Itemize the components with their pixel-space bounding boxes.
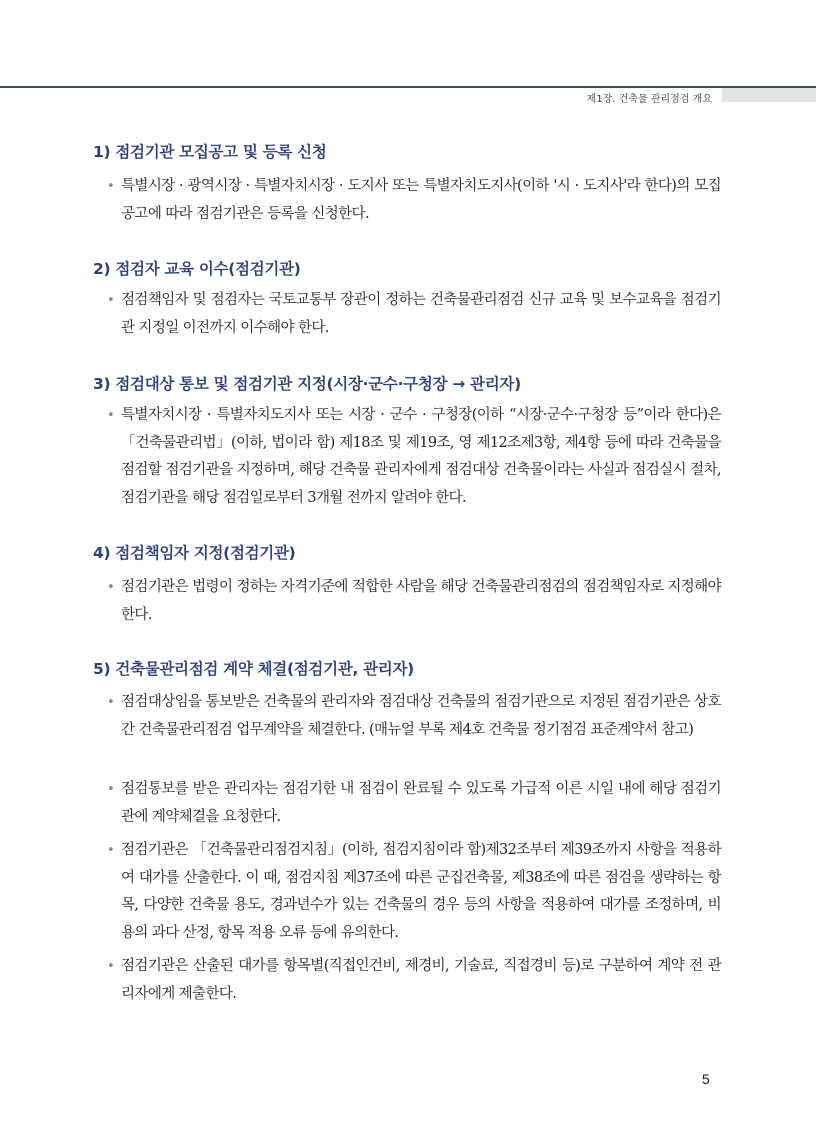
bullet-icon: • (107, 408, 115, 423)
section-5-bullet-2 (107, 776, 721, 831)
header-tab-decoration (722, 88, 816, 102)
bullet-text: 점검기관은 산출된 대가를 항목별(직접인건비, 제경비, 기술료, 직접경비 등)로 구분하여 계약 전 관리자에게 제출한다. (121, 958, 721, 1002)
running-header: 제1장. 건축물 관리점검 개요 (586, 94, 712, 105)
section-heading-1: 1) 점검기관 모집공고 및 등록 신청 (93, 143, 327, 161)
bullet-icon: • (107, 782, 115, 797)
section-heading-4: 4) 점검책임자 지정(점검기관) (93, 544, 296, 562)
section-5-bullet-4 (107, 953, 721, 1008)
bullet-text: 특별시장 · 광역시장 · 특별자치시장 · 도지사 또는 특별자치도지사(이하 '시 · 도지사'라 한다)의 모집공고에 따라 점검기관은 등록을 신청한다. (121, 178, 721, 222)
section-2-bullet-1 (107, 287, 721, 342)
bullet-text: 점검대상임을 통보받은 건축물의 관리자와 점검대상 건축물의 점검기관으로 지정된 점검기관은 상호 간 건축물관리점검 업무계약을 체결한다. (매뉴얼 부록 제4호 건축물 정기점검 표준계약서 참고) (121, 694, 721, 738)
section-heading-5: 5) 건축물관리점검 계약 체결(점검기관, 관리자) (93, 660, 414, 678)
bullet-icon: • (107, 293, 115, 308)
bullet-text: 점검책임자 및 점검자는 국토교통부 장관이 정하는 건축물관리점검 신규 교육 및 보수교육을 점검기관 지정일 이전까지 이수해야 한다. (121, 292, 721, 336)
bullet-text: 점검기관은 「건축물관리점검지침」(이하, 점검지침이라 함)제32조부터 제39조까지 사항을 적용하여 대가를 산출한다. 이 때, 점검지침 제37조에 따른 군집건축물, 제38조에 따른 점검을 생략하는 항목, 다양한 건축물 용도, 경과년수가 있는 건축물의 경우 등의 사항을 적용하여 대가를 조정하며, 비용의 과다 산정, 항목 적용 오류 등에 유의한다. (121, 842, 721, 941)
section-1-bullet-1 (107, 173, 721, 228)
section-5-bullet-1 (107, 689, 721, 744)
section-3-bullet-1 (107, 402, 721, 512)
section-4-bullet-1 (107, 574, 721, 629)
bullet-icon: • (107, 959, 115, 974)
bullet-text: 점검통보를 받은 관리자는 점검기한 내 점검이 완료될 수 있도록 가급적 이른 시일 내에 해당 점검기관에 계약체결을 요청한다. (121, 781, 721, 825)
section-5-bullet-3 (107, 837, 721, 947)
header-rule (0, 86, 816, 88)
section-heading-2: 2) 점검자 교육 이수(점검기관) (93, 260, 301, 278)
section-heading-3: 3) 점검대상 통보 및 점검기관 지정(시장·군수·구청장 → 관리자) (93, 375, 521, 393)
bullet-icon: • (107, 695, 115, 710)
bullet-icon: • (107, 580, 115, 595)
page-number: 5 (702, 1071, 710, 1087)
bullet-text: 점검기관은 법령이 정하는 자격기준에 적합한 사람을 해당 건축물관리점검의 점검책임자로 지정해야 한다. (121, 579, 721, 623)
bullet-text: 특별자치시장 · 특별자치도지사 또는 시장 · 군수 · 구청장(이하 “시장·군수·구청장 등”이라 한다)은 「건축물관리법」(이하, 법이라 함) 제18조 및 제19조, 영 제12조제3항, 제4항 등에 따라 건축물을 점검할 점검기관을 지정하며, 해당 건축물 관리자에게 점검대상 건축물이라는 사실과 점검실시 절차, 점검기관을 해당 점검일로부터 3개월 전까지 알려야 한다. (121, 407, 721, 506)
bullet-icon: • (107, 179, 115, 194)
bullet-icon: • (107, 843, 115, 858)
